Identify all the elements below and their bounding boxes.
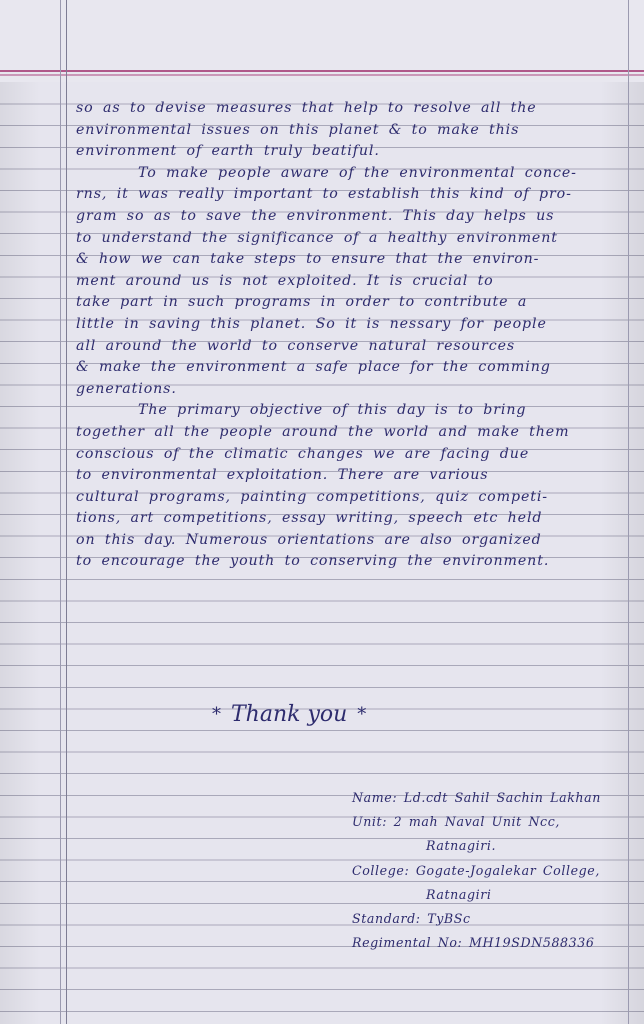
text-line: together all the people around the world and make them bbox=[76, 423, 570, 440]
closing-thank-you bbox=[212, 702, 366, 727]
star-icon: * bbox=[212, 704, 221, 725]
text-line: to understand the significance of a healthy environment bbox=[76, 229, 558, 246]
text-line: & make the environment a safe place for the comming bbox=[76, 359, 551, 376]
text-line: so as to devise measures that help to resolve all the bbox=[76, 100, 537, 116]
text-line: to encourage the youth to conserving the environment. bbox=[76, 553, 550, 570]
text-line: to environmental exploitation. There are various bbox=[76, 467, 489, 484]
text-line: conscious of the climatic changes we are facing due bbox=[76, 445, 530, 462]
signature-block bbox=[352, 786, 638, 955]
text-line: little in saving this planet. So it is nessary for people bbox=[76, 315, 547, 332]
text-line: rns, it was really important to establish this kind of pro- bbox=[76, 186, 572, 203]
text-line: tions, art competitions, essay writing, speech etc held bbox=[76, 510, 543, 527]
signature-unit-city: Ratnagiri. bbox=[426, 838, 497, 854]
margin-line-outer bbox=[60, 0, 61, 1024]
text-line: ment around us is not exploited. It is crucial to bbox=[76, 272, 494, 289]
text-line: & how we can take steps to ensure that the environ- bbox=[76, 251, 540, 268]
text-line: gram so as to save the environment. This day helps us bbox=[76, 207, 555, 224]
signature-college: College: Gogate-Jogalekar College, bbox=[352, 862, 600, 878]
thank-you-text: Thank you bbox=[231, 702, 348, 727]
signature-standard: Standard: TyBSc bbox=[352, 910, 471, 926]
text-line: take part in such programs in order to contribute a bbox=[76, 294, 528, 311]
margin-line bbox=[66, 0, 67, 1024]
text-line: all around the world to conserve natural resources bbox=[76, 337, 516, 354]
star-icon: * bbox=[357, 704, 367, 725]
text-line: generations. bbox=[76, 380, 177, 397]
signature-college-city: Ratnagiri bbox=[426, 886, 492, 902]
text-line: environment of earth truly beatiful. bbox=[76, 143, 380, 160]
signature-name: Name: Ld.cdt Sahil Sachin Lakhan bbox=[352, 790, 601, 805]
top-rule-line-2 bbox=[0, 74, 644, 76]
paragraph-start-line: To make people aware of the environmental conce- bbox=[138, 164, 577, 181]
text-line: environmental issues on this planet & to make this bbox=[76, 121, 520, 138]
signature-unit: Unit: 2 mah Naval Unit Ncc, bbox=[352, 814, 560, 830]
handwritten-text bbox=[76, 98, 636, 573]
text-line: on this day. Numerous orientations are also organized bbox=[76, 531, 542, 548]
top-rule-line bbox=[0, 70, 644, 72]
text-line: cultural programs, painting competitions, quiz competi- bbox=[76, 488, 548, 505]
signature-regimental-no: Regimental No: MH19SDN588336 bbox=[352, 935, 595, 951]
paragraph-start-line: The primary objective of this day is to bring bbox=[138, 402, 527, 419]
